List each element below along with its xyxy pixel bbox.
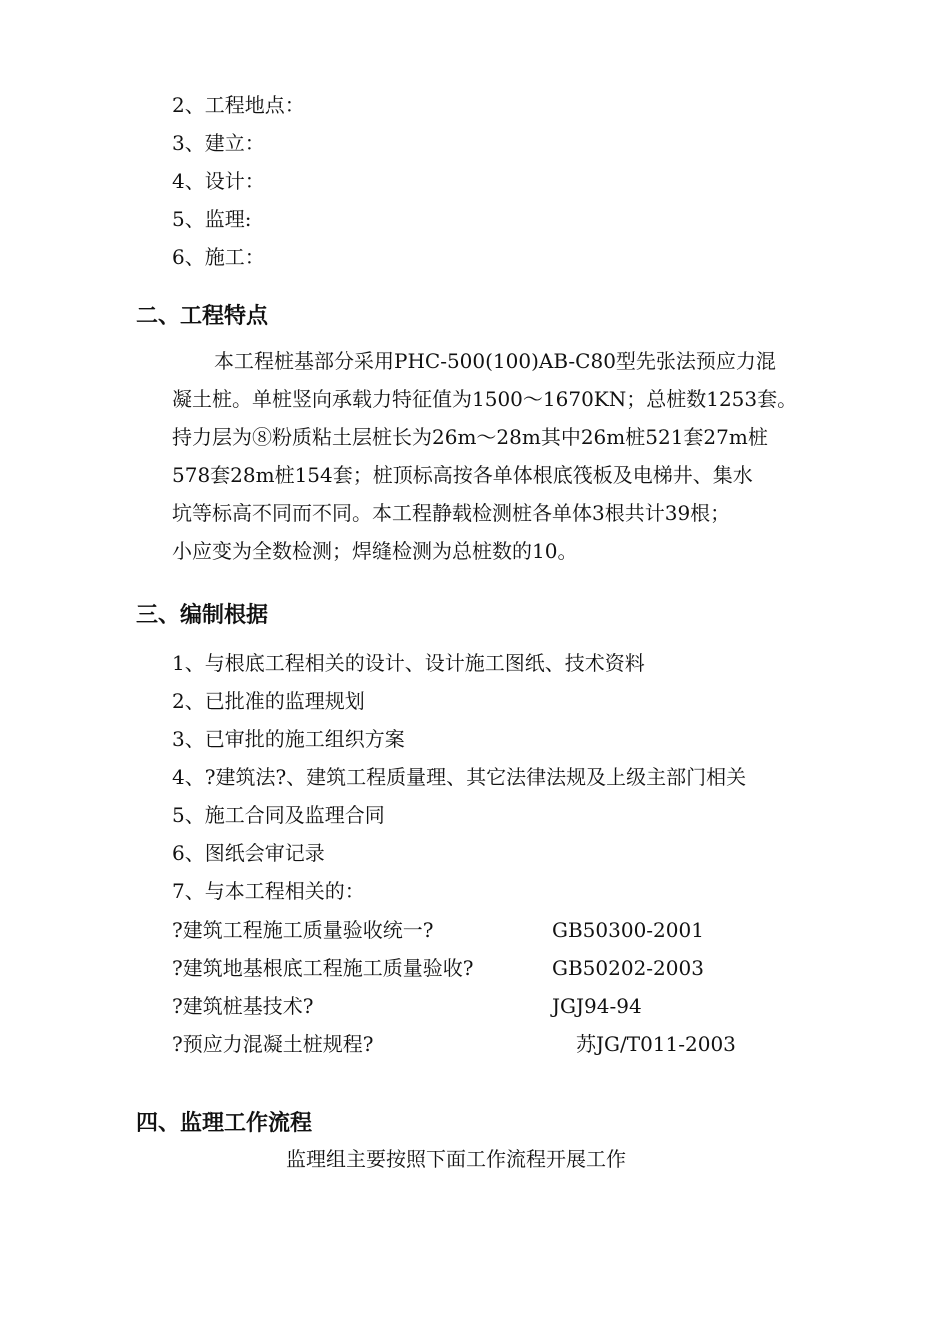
basis-list-item: 6、图纸会审记录: [172, 841, 325, 865]
features-paragraph-line: 坑等标高不同而不同。本工程静载检测桩各单体3根共计39根；: [172, 501, 731, 525]
standard-name: ?建筑地基根底工程施工质量验收?: [172, 956, 474, 980]
standard-code: 苏JG/T011-2003: [576, 1032, 736, 1056]
section-heading-features: 二、工程特点: [136, 304, 269, 329]
features-paragraph-line: 小应变为全数检测；焊缝检测为总桩数的10。: [172, 539, 578, 563]
project-supervisor: 5、监理:: [172, 207, 252, 231]
features-paragraph-line: 凝土桩。单桩竖向承载力特征值为1500～1670KN；总桩数1253套。: [172, 387, 798, 411]
basis-list-item: 2、已批准的监理规划: [172, 689, 365, 713]
features-paragraph-line: 本工程桩基部分采用PHC-500(100)AB-C80型先张法预应力混: [214, 349, 776, 373]
workflow-intro: 监理组主要按照下面工作流程开展工作: [286, 1147, 626, 1171]
basis-list-item: 4、?建筑法?、建筑工程质量理、其它法律法规及上级主部门相关: [172, 765, 747, 789]
standard-code: GB50300-2001: [552, 918, 704, 942]
section-heading-basis: 三、编制根据: [136, 603, 269, 628]
standard-name: ?建筑工程施工质量验收统一?: [172, 918, 434, 942]
standard-name: ?建筑桩基技术?: [172, 994, 314, 1018]
features-paragraph-line: 持力层为⑧粉质粘土层桩长为26m～28m其中26m桩521套27m桩: [172, 425, 768, 449]
features-paragraph-line: 578套28m桩154套；桩顶标高按各单体根底筏板及电梯井、集水: [172, 463, 753, 487]
project-designer: 4、设计：: [172, 169, 265, 193]
basis-list-item: 1、与根底工程相关的设计、设计施工图纸、技术资料: [172, 651, 645, 675]
standard-code: GB50202-2003: [552, 956, 704, 980]
basis-list-item: 3、已审批的施工组织方案: [172, 727, 405, 751]
basis-list-item: 5、施工合同及监理合同: [172, 803, 385, 827]
basis-list-item: 7、与本工程相关的：: [172, 879, 365, 903]
standard-code: JGJ94-94: [552, 994, 642, 1018]
project-location: 2、工程地点：: [172, 93, 305, 117]
section-heading-workflow: 四、监理工作流程: [136, 1111, 313, 1136]
project-contractor: 6、施工：: [172, 245, 265, 269]
project-builder: 3、建立：: [172, 131, 265, 155]
standard-name: ?预应力混凝土桩规程?: [172, 1032, 374, 1056]
